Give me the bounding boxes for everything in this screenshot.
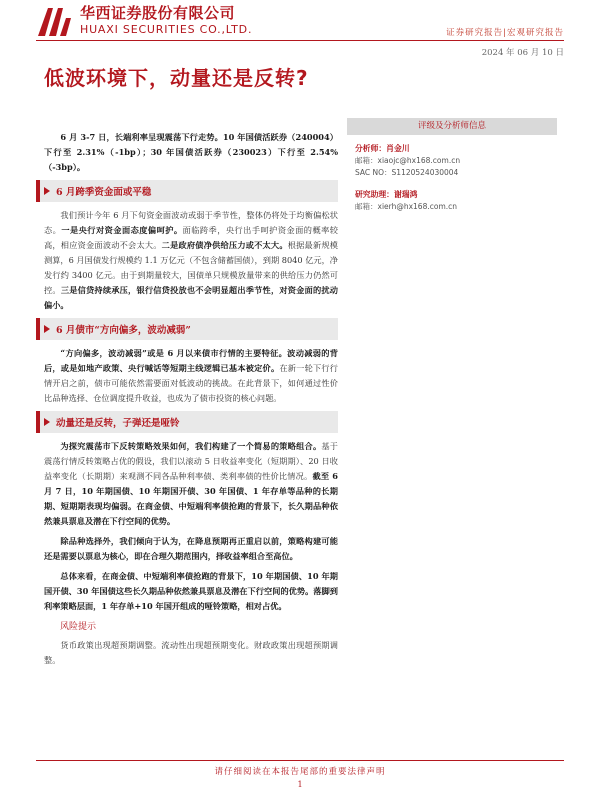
analyst-sac: SAC NO：S1120524030004 <box>355 168 459 177</box>
body-paragraph <box>44 346 338 406</box>
assistant-email[interactable]: 邮箱：xierh@hx168.com.cn <box>355 202 458 211</box>
bold-run: 截至 6 月 7 日，10 年期国债、10 年期国开债、30 年国债、1 年存单等品种的长期期、短期期表现均偏弱。在商金债、中短端利率债抢跑的背景下，长久期品种依然兼具票息及潜在下行空间的优势。 <box>44 471 338 526</box>
header-divider <box>36 40 564 41</box>
main-content <box>44 130 338 673</box>
arrow-right-icon <box>44 418 50 426</box>
arrow-right-icon <box>44 325 50 333</box>
company-name-cn: 华西证券股份有限公司 <box>80 4 236 22</box>
report-header <box>0 0 600 64</box>
analyst-name: 分析师：肖金川 <box>355 144 410 153</box>
section-heading-text: 6 月债市“方向偏多，波动减弱” <box>56 325 191 336</box>
risk-paragraph: 货币政策出现超预期调整。流动性出现超预期变化。财政政策出现超预期调整。 <box>44 640 338 665</box>
section-heading-text: 动量还是反转，子弹还是哑铃 <box>56 418 180 429</box>
body-paragraph <box>44 569 338 614</box>
bold-run: 二是政府债净供给压力或不太大。 <box>161 240 288 250</box>
section-heading <box>36 318 338 340</box>
text-run: 基于震荡行情反转策略占优的假设，我们以滚动 5 日收益率变化（短期期）、20 日收益率变化（长期期）来观测不同各品种利率债、类利率债的性价比情况。 <box>44 441 338 481</box>
report-date: 2024 年 06 月 10 日 <box>481 48 564 58</box>
sidebar-heading: 评级及分析师信息 <box>347 118 557 135</box>
report-title: 低波环境下，动量还是反转? <box>44 66 309 90</box>
bold-run: 为探究震荡市下反转策略效果如何，我们构建了一个简易的策略组合。 <box>60 441 322 451</box>
body-paragraph <box>44 534 338 564</box>
arrow-right-icon <box>44 187 50 195</box>
bold-run: 除品种选择外，我们倾向于认为，在降息预期再正重启以前，策略构建可能还是需要以票息为核心，即在合理久期范围内，择收益率组合至高位。 <box>44 536 338 561</box>
analyst-info <box>347 179 557 213</box>
bold-run: 一是央行对资金面态度偏呵护。 <box>61 225 183 235</box>
footer-disclaimer: 请仔细阅读在本报告尾部的重要法律声明 <box>214 767 386 777</box>
text-run: 在新一轮下行行情开启之前，债市可能依然需要面对低波动的挑战。在此背景下，如何通过性价比品种选择、仓位调度提升收益，也成为了债市投资的核心问题。 <box>44 363 338 403</box>
analyst-info <box>347 135 557 179</box>
body-paragraph <box>44 439 338 529</box>
section-heading-text: 6 月跨季资金面或平稳 <box>56 187 152 198</box>
huaxi-logo-icon <box>36 4 74 38</box>
company-name-en: HUAXI SECURITIES CO.,LTD. <box>80 23 253 36</box>
text-run: 面临跨季，央行出手呵护资金面的概率较高，相应资金面波动不会太大。 <box>44 225 338 250</box>
report-type: 证券研究报告|宏观研究报告 <box>446 28 564 38</box>
text-run: 根据最新规模测算，6 月国债发行规模约 1.1 万亿元（不包含储蓄国债），到期 8040 亿元，净发行约 3400 亿元。由于到期量较大，国债单只规模放量带来的供给压力仍然可控。 <box>44 240 338 295</box>
section-heading <box>36 411 338 433</box>
bold-run: 三是信贷持续承压，银行信贷投放也不会明显超出季节性，对资金面的扰动偏小。 <box>44 285 338 310</box>
bold-run: “方向偏多，波动减弱”或是 6 月以来债市行情的主要特征。波动减弱的背后，或是如地产政策、央行喊话等短期主线逻辑已基本被定价。 <box>44 348 338 373</box>
assistant-name: 研究助理：谢瑞鸿 <box>355 190 418 199</box>
text-run: 我们预计今年 6 月下旬资金面波动或弱于季节性，整体仍将处于均衡偏松状态。 <box>44 210 338 235</box>
footer-divider <box>36 760 564 761</box>
risk-heading: 风险提示 <box>60 622 97 632</box>
body-paragraph <box>44 208 338 313</box>
bold-run: 总体来看，在商金债、中短端利率债抢跑的背景下，10 年期国债、10 年期国开债、30 年国债这些长久期品种依然兼具票息及潜在下行空间的优势。落脚到利率策略层面，1 年存单+10 年国开组成的哑铃策略，相对占优。 <box>44 571 338 611</box>
page-number: 1 <box>297 780 303 789</box>
section-heading <box>36 180 338 202</box>
analyst-email[interactable]: 邮箱：xiaojc@hx168.com.cn <box>355 156 461 165</box>
analyst-sidebar <box>347 118 557 213</box>
lead-paragraph: 6 月 3-7 日，长端利率呈现震荡下行走势。10 年国债活跃券（240004）下行至 2.31%（-1bp）；30 年国债活跃券（230023）下行至 2.54%（-3bp）。 <box>44 132 338 172</box>
